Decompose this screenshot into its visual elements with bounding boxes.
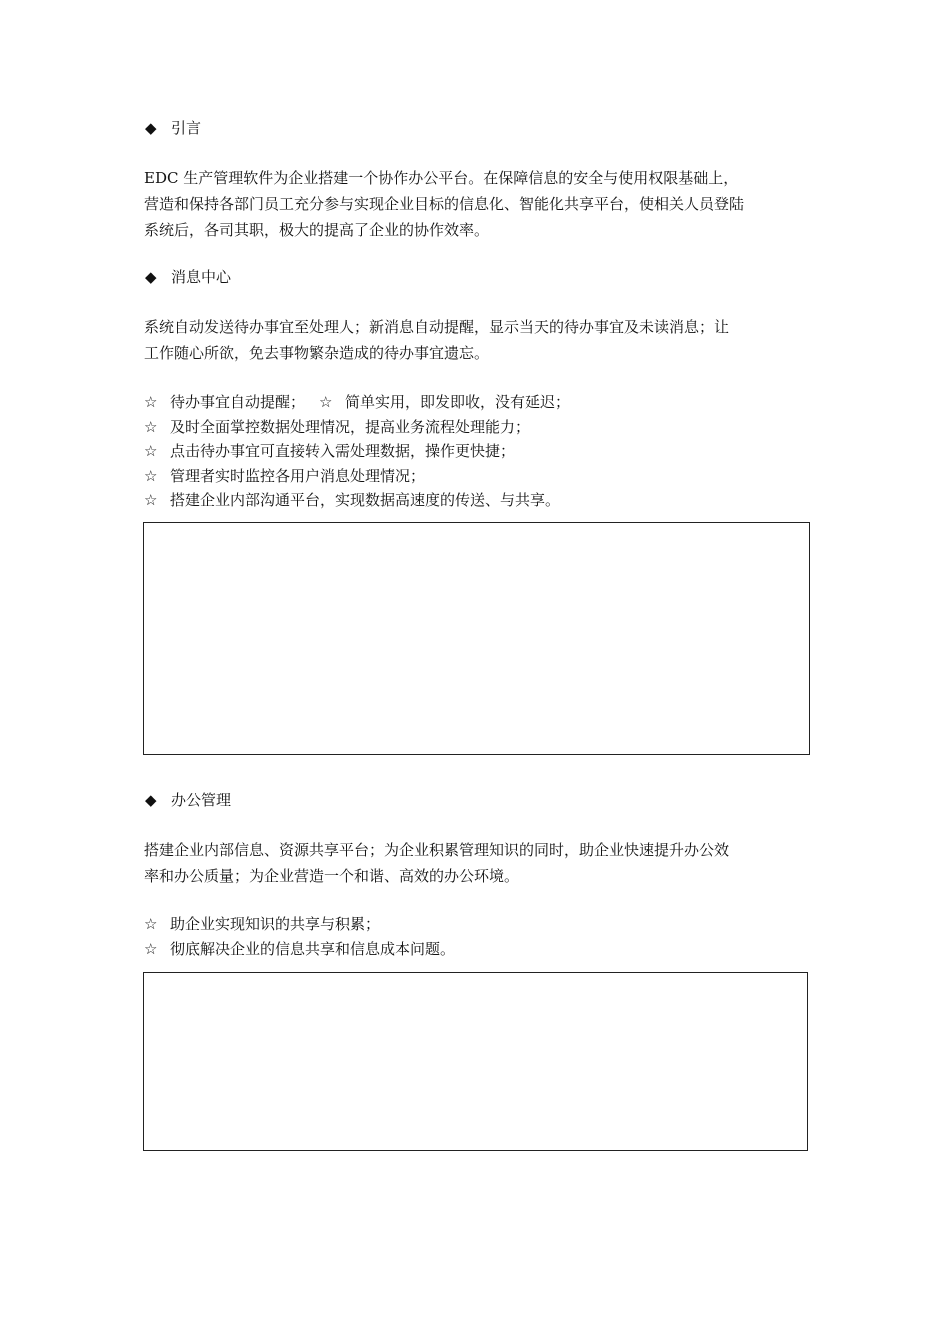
star-bullet-icon: ☆	[144, 915, 158, 933]
feature-text: 简单实用，即发即收，没有延迟；	[345, 393, 571, 411]
feature-text: 待办事宜自动提醒；	[170, 393, 306, 411]
list-item	[144, 912, 810, 937]
message-center-image-frame	[143, 522, 810, 755]
message-center-title: 消息中心	[171, 268, 232, 286]
intro-paragraph	[144, 165, 810, 243]
office-management-heading	[145, 789, 231, 811]
intro-heading	[145, 117, 201, 139]
list-item	[144, 937, 810, 962]
office-management-paragraph	[144, 837, 810, 889]
list-item	[144, 390, 810, 415]
feature-text: 管理者实时监控各用户消息处理情况；	[170, 466, 426, 485]
diamond-bullet-icon: ◆	[145, 268, 157, 286]
message-paragraph-line: 工作随心所欲，免去事物繁杂造成的待办事宜遗忘。	[144, 344, 490, 362]
feature-text: 搭建企业内部沟通平台，实现数据高速度的传送、与共享。	[170, 491, 561, 509]
office-feature-list	[144, 912, 810, 961]
message-paragraph-line: 系统自动发送待办事宜至处理人；新消息自动提醒，显示当天的待办事宜及未读消息；让	[144, 318, 730, 336]
feature-text: 及时全面掌控数据处理情况，提高业务流程处理能力；	[170, 417, 531, 436]
diamond-bullet-icon: ◆	[145, 791, 157, 809]
star-bullet-icon: ☆	[144, 939, 158, 958]
message-center-heading	[145, 266, 231, 288]
list-item	[144, 439, 810, 464]
message-feature-list	[144, 390, 810, 513]
office-management-title: 办公管理	[171, 791, 232, 809]
star-bullet-icon: ☆	[144, 466, 158, 485]
intro-paragraph-line: 系统后，各司其职，极大的提高了企业的协作效率。	[144, 221, 490, 239]
intro-paragraph-line: 营造和保持各部门员工充分参与实现企业目标的信息化、智能化共享平台，使相关人员登陆	[144, 195, 745, 213]
office-management-image-frame	[143, 972, 808, 1151]
star-bullet-icon: ☆	[144, 442, 158, 460]
feature-text: 彻底解决企业的信息共享和信息成本问题。	[170, 939, 456, 958]
star-bullet-icon: ☆	[144, 393, 158, 411]
intro-title: 引言	[171, 119, 202, 137]
office-paragraph-line: 搭建企业内部信息、资源共享平台；为企业积累管理知识的同时，助企业快速提升办公效	[144, 841, 730, 859]
intro-paragraph-line: EDC 生产管理软件为企业搭建一个协作办公平台。在保障信息的安全与使用权限基础上，	[144, 169, 739, 187]
star-bullet-icon: ☆	[144, 417, 158, 436]
list-item	[144, 415, 810, 440]
message-center-paragraph	[144, 314, 810, 366]
list-item	[144, 488, 810, 513]
diamond-bullet-icon: ◆	[145, 119, 157, 137]
list-item	[144, 464, 810, 489]
star-bullet-icon: ☆	[319, 393, 333, 411]
feature-text: 助企业实现知识的共享与积累；	[170, 915, 381, 933]
feature-text: 点击待办事宜可直接转入需处理数据，操作更快捷；	[170, 442, 516, 460]
office-paragraph-line: 率和办公质量；为企业营造一个和谐、高效的办公环境。	[144, 867, 520, 885]
star-bullet-icon: ☆	[144, 491, 158, 509]
